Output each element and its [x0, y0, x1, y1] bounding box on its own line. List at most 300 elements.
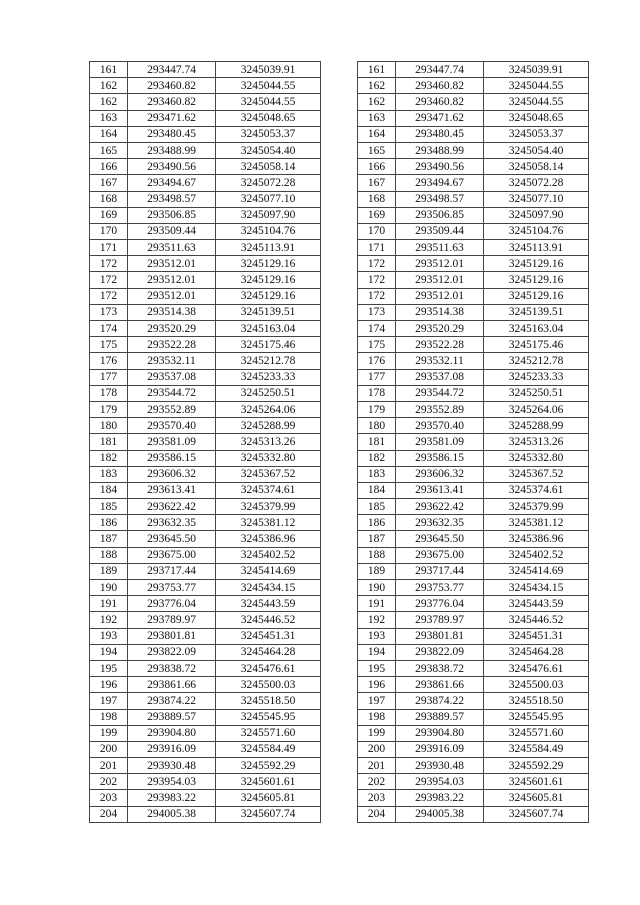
table-row [358, 466, 589, 482]
point-number-cell: 184 [90, 482, 128, 498]
x-coordinate-cell: 293645.50 [128, 531, 216, 547]
point-number-cell: 204 [90, 806, 128, 822]
table-row [90, 94, 321, 110]
y-coordinate-cell: 3245379.99 [216, 499, 321, 515]
y-coordinate-cell: 3245367.52 [484, 466, 589, 482]
table-row [90, 547, 321, 563]
point-number-cell: 196 [358, 677, 396, 693]
y-coordinate-cell: 3245500.03 [484, 677, 589, 693]
point-number-cell: 190 [90, 580, 128, 596]
table-row [90, 660, 321, 676]
table-row [90, 207, 321, 223]
y-coordinate-cell: 3245039.91 [216, 62, 321, 78]
table-row [358, 628, 589, 644]
x-coordinate-cell: 293480.45 [128, 126, 216, 142]
table-row [90, 644, 321, 660]
y-coordinate-cell: 3245264.06 [484, 401, 589, 417]
x-coordinate-cell: 293532.11 [128, 353, 216, 369]
y-coordinate-cell: 3245044.55 [484, 94, 589, 110]
point-number-cell: 168 [358, 191, 396, 207]
y-coordinate-cell: 3245097.90 [484, 207, 589, 223]
x-coordinate-cell: 293511.63 [128, 240, 216, 256]
point-number-cell: 169 [358, 207, 396, 223]
y-coordinate-cell: 3245212.78 [216, 353, 321, 369]
point-number-cell: 188 [90, 547, 128, 563]
x-coordinate-cell: 293789.97 [396, 612, 484, 628]
table-row [90, 612, 321, 628]
point-number-cell: 193 [358, 628, 396, 644]
point-number-cell: 188 [358, 547, 396, 563]
table-row [358, 401, 589, 417]
table-row [358, 175, 589, 191]
point-number-cell: 180 [90, 418, 128, 434]
y-coordinate-cell: 3245500.03 [216, 677, 321, 693]
x-coordinate-cell: 293512.01 [128, 256, 216, 272]
point-number-cell: 185 [90, 499, 128, 515]
point-number-cell: 181 [358, 434, 396, 450]
x-coordinate-cell: 293622.42 [128, 499, 216, 515]
y-coordinate-cell: 3245451.31 [216, 628, 321, 644]
point-number-cell: 187 [90, 531, 128, 547]
point-number-cell: 162 [90, 78, 128, 94]
table-row [358, 126, 589, 142]
table-row [358, 369, 589, 385]
point-number-cell: 202 [90, 774, 128, 790]
x-coordinate-cell: 293544.72 [396, 385, 484, 401]
table-row [90, 531, 321, 547]
y-coordinate-cell: 3245129.16 [216, 256, 321, 272]
point-number-cell: 166 [90, 159, 128, 175]
point-number-cell: 200 [358, 741, 396, 757]
y-coordinate-cell: 3245379.99 [484, 499, 589, 515]
y-coordinate-cell: 3245414.69 [216, 563, 321, 579]
y-coordinate-cell: 3245129.16 [216, 272, 321, 288]
point-number-cell: 173 [358, 304, 396, 320]
x-coordinate-cell: 293460.82 [396, 94, 484, 110]
table-row [358, 596, 589, 612]
table-row [90, 741, 321, 757]
x-coordinate-cell: 294005.38 [128, 806, 216, 822]
y-coordinate-cell: 3245434.15 [216, 580, 321, 596]
point-number-cell: 181 [90, 434, 128, 450]
point-number-cell: 197 [90, 693, 128, 709]
y-coordinate-cell: 3245163.04 [216, 321, 321, 337]
point-number-cell: 204 [358, 806, 396, 822]
x-coordinate-cell: 293954.03 [128, 774, 216, 790]
y-coordinate-cell: 3245058.14 [484, 159, 589, 175]
table-row [358, 110, 589, 126]
x-coordinate-cell: 293511.63 [396, 240, 484, 256]
y-coordinate-cell: 3245584.49 [484, 741, 589, 757]
y-coordinate-cell: 3245104.76 [484, 223, 589, 239]
point-number-cell: 177 [358, 369, 396, 385]
y-coordinate-cell: 3245414.69 [484, 563, 589, 579]
point-number-cell: 162 [90, 94, 128, 110]
point-number-cell: 197 [358, 693, 396, 709]
point-number-cell: 201 [90, 758, 128, 774]
point-number-cell: 162 [358, 78, 396, 94]
point-number-cell: 196 [90, 677, 128, 693]
table-row [90, 806, 321, 822]
point-number-cell: 199 [90, 725, 128, 741]
table-row [90, 515, 321, 531]
x-coordinate-cell: 293861.66 [128, 677, 216, 693]
y-coordinate-cell: 3245058.14 [216, 159, 321, 175]
table-row [90, 499, 321, 515]
x-coordinate-cell: 293512.01 [396, 288, 484, 304]
coordinate-table-left [89, 61, 321, 823]
point-number-cell: 172 [90, 288, 128, 304]
point-number-cell: 171 [90, 240, 128, 256]
point-number-cell: 183 [90, 466, 128, 482]
y-coordinate-cell: 3245476.61 [484, 660, 589, 676]
y-coordinate-cell: 3245446.52 [216, 612, 321, 628]
y-coordinate-cell: 3245605.81 [216, 790, 321, 806]
y-coordinate-cell: 3245313.26 [484, 434, 589, 450]
table-row [358, 580, 589, 596]
x-coordinate-cell: 293874.22 [128, 693, 216, 709]
table-row [90, 790, 321, 806]
y-coordinate-cell: 3245592.29 [216, 758, 321, 774]
table-row [90, 385, 321, 401]
x-coordinate-cell: 293954.03 [396, 774, 484, 790]
y-coordinate-cell: 3245367.52 [216, 466, 321, 482]
point-number-cell: 164 [90, 126, 128, 142]
point-number-cell: 202 [358, 774, 396, 790]
point-number-cell: 184 [358, 482, 396, 498]
y-coordinate-cell: 3245139.51 [484, 304, 589, 320]
x-coordinate-cell: 293512.01 [128, 272, 216, 288]
x-coordinate-cell: 293717.44 [396, 563, 484, 579]
y-coordinate-cell: 3245077.10 [216, 191, 321, 207]
table-row [90, 159, 321, 175]
point-number-cell: 163 [90, 110, 128, 126]
coordinate-table-right [357, 61, 589, 823]
y-coordinate-cell: 3245250.51 [216, 385, 321, 401]
x-coordinate-cell: 293645.50 [396, 531, 484, 547]
point-number-cell: 182 [90, 450, 128, 466]
y-coordinate-cell: 3245048.65 [484, 110, 589, 126]
x-coordinate-cell: 293460.82 [128, 94, 216, 110]
x-coordinate-cell: 293613.41 [396, 482, 484, 498]
point-number-cell: 201 [358, 758, 396, 774]
table-row [90, 628, 321, 644]
x-coordinate-cell: 293675.00 [128, 547, 216, 563]
x-coordinate-cell: 293552.89 [128, 401, 216, 417]
x-coordinate-cell: 293570.40 [128, 418, 216, 434]
point-number-cell: 172 [358, 272, 396, 288]
table-row [90, 304, 321, 320]
point-number-cell: 175 [358, 337, 396, 353]
y-coordinate-cell: 3245175.46 [484, 337, 589, 353]
y-coordinate-cell: 3245072.28 [216, 175, 321, 191]
x-coordinate-cell: 293506.85 [396, 207, 484, 223]
table-row [90, 353, 321, 369]
x-coordinate-cell: 293801.81 [128, 628, 216, 644]
y-coordinate-cell: 3245044.55 [484, 78, 589, 94]
table-row [358, 531, 589, 547]
y-coordinate-cell: 3245443.59 [484, 596, 589, 612]
point-number-cell: 193 [90, 628, 128, 644]
point-number-cell: 165 [90, 142, 128, 158]
point-number-cell: 168 [90, 191, 128, 207]
x-coordinate-cell: 293460.82 [396, 78, 484, 94]
point-number-cell: 178 [358, 385, 396, 401]
x-coordinate-cell: 293520.29 [128, 321, 216, 337]
point-number-cell: 170 [90, 223, 128, 239]
y-coordinate-cell: 3245044.55 [216, 94, 321, 110]
point-number-cell: 203 [358, 790, 396, 806]
x-coordinate-cell: 293822.09 [396, 644, 484, 660]
table-row [358, 207, 589, 223]
x-coordinate-cell: 293471.62 [396, 110, 484, 126]
point-number-cell: 186 [358, 515, 396, 531]
y-coordinate-cell: 3245605.81 [484, 790, 589, 806]
y-coordinate-cell: 3245054.40 [216, 142, 321, 158]
table-row [358, 450, 589, 466]
x-coordinate-cell: 293552.89 [396, 401, 484, 417]
y-coordinate-cell: 3245332.80 [216, 450, 321, 466]
table-row [358, 563, 589, 579]
y-coordinate-cell: 3245288.99 [216, 418, 321, 434]
point-number-cell: 191 [358, 596, 396, 612]
y-coordinate-cell: 3245129.16 [216, 288, 321, 304]
table-row [358, 482, 589, 498]
table-row [90, 401, 321, 417]
point-number-cell: 180 [358, 418, 396, 434]
y-coordinate-cell: 3245288.99 [484, 418, 589, 434]
point-number-cell: 174 [90, 321, 128, 337]
y-coordinate-cell: 3245443.59 [216, 596, 321, 612]
table-row [90, 78, 321, 94]
x-coordinate-cell: 293537.08 [128, 369, 216, 385]
point-number-cell: 177 [90, 369, 128, 385]
y-coordinate-cell: 3245386.96 [484, 531, 589, 547]
table-row [90, 450, 321, 466]
table-row [358, 78, 589, 94]
y-coordinate-cell: 3245381.12 [216, 515, 321, 531]
point-number-cell: 176 [358, 353, 396, 369]
table-row [358, 806, 589, 822]
x-coordinate-cell: 293460.82 [128, 78, 216, 94]
x-coordinate-cell: 293586.15 [128, 450, 216, 466]
x-coordinate-cell: 293586.15 [396, 450, 484, 466]
table-row [358, 385, 589, 401]
y-coordinate-cell: 3245264.06 [216, 401, 321, 417]
y-coordinate-cell: 3245601.61 [484, 774, 589, 790]
x-coordinate-cell: 293717.44 [128, 563, 216, 579]
table-row [90, 175, 321, 191]
y-coordinate-cell: 3245313.26 [216, 434, 321, 450]
x-coordinate-cell: 293509.44 [396, 223, 484, 239]
x-coordinate-cell: 293606.32 [128, 466, 216, 482]
point-number-cell: 179 [358, 401, 396, 417]
y-coordinate-cell: 3245053.37 [216, 126, 321, 142]
x-coordinate-cell: 293581.09 [396, 434, 484, 450]
table-row [90, 272, 321, 288]
point-number-cell: 170 [358, 223, 396, 239]
x-coordinate-cell: 293632.35 [396, 515, 484, 531]
x-coordinate-cell: 293447.74 [396, 62, 484, 78]
table-row [358, 240, 589, 256]
table-row [90, 563, 321, 579]
point-number-cell: 165 [358, 142, 396, 158]
point-number-cell: 171 [358, 240, 396, 256]
y-coordinate-cell: 3245053.37 [484, 126, 589, 142]
point-number-cell: 183 [358, 466, 396, 482]
y-coordinate-cell: 3245129.16 [484, 272, 589, 288]
point-number-cell: 179 [90, 401, 128, 417]
point-number-cell: 164 [358, 126, 396, 142]
x-coordinate-cell: 293532.11 [396, 353, 484, 369]
table-row [358, 62, 589, 78]
table-row [90, 191, 321, 207]
table-row [358, 693, 589, 709]
x-coordinate-cell: 293488.99 [396, 142, 484, 158]
y-coordinate-cell: 3245113.91 [216, 240, 321, 256]
x-coordinate-cell: 293490.56 [396, 159, 484, 175]
table-row [358, 709, 589, 725]
table-row [90, 434, 321, 450]
point-number-cell: 161 [90, 62, 128, 78]
x-coordinate-cell: 294005.38 [396, 806, 484, 822]
y-coordinate-cell: 3245402.52 [216, 547, 321, 563]
x-coordinate-cell: 293632.35 [128, 515, 216, 531]
y-coordinate-cell: 3245129.16 [484, 288, 589, 304]
table-row [358, 434, 589, 450]
x-coordinate-cell: 293498.57 [128, 191, 216, 207]
x-coordinate-cell: 293581.09 [128, 434, 216, 450]
y-coordinate-cell: 3245446.52 [484, 612, 589, 628]
x-coordinate-cell: 293512.01 [128, 288, 216, 304]
table-row [358, 725, 589, 741]
x-coordinate-cell: 293983.22 [128, 790, 216, 806]
point-number-cell: 189 [90, 563, 128, 579]
table-row [90, 693, 321, 709]
x-coordinate-cell: 293480.45 [396, 126, 484, 142]
x-coordinate-cell: 293930.48 [396, 758, 484, 774]
point-number-cell: 195 [90, 660, 128, 676]
y-coordinate-cell: 3245054.40 [484, 142, 589, 158]
point-number-cell: 203 [90, 790, 128, 806]
x-coordinate-cell: 293447.74 [128, 62, 216, 78]
y-coordinate-cell: 3245374.61 [484, 482, 589, 498]
x-coordinate-cell: 293983.22 [396, 790, 484, 806]
x-coordinate-cell: 293776.04 [128, 596, 216, 612]
y-coordinate-cell: 3245129.16 [484, 256, 589, 272]
table-row [358, 677, 589, 693]
x-coordinate-cell: 293916.09 [128, 741, 216, 757]
table-row [90, 466, 321, 482]
table-row [90, 758, 321, 774]
y-coordinate-cell: 3245545.95 [216, 709, 321, 725]
x-coordinate-cell: 293509.44 [128, 223, 216, 239]
table-row [90, 709, 321, 725]
x-coordinate-cell: 293904.80 [128, 725, 216, 741]
y-coordinate-cell: 3245451.31 [484, 628, 589, 644]
y-coordinate-cell: 3245332.80 [484, 450, 589, 466]
table-row [358, 191, 589, 207]
x-coordinate-cell: 293512.01 [396, 272, 484, 288]
point-number-cell: 187 [358, 531, 396, 547]
y-coordinate-cell: 3245072.28 [484, 175, 589, 191]
y-coordinate-cell: 3245139.51 [216, 304, 321, 320]
point-number-cell: 191 [90, 596, 128, 612]
x-coordinate-cell: 293506.85 [128, 207, 216, 223]
y-coordinate-cell: 3245233.33 [484, 369, 589, 385]
point-number-cell: 169 [90, 207, 128, 223]
point-number-cell: 199 [358, 725, 396, 741]
y-coordinate-cell: 3245250.51 [484, 385, 589, 401]
table-row [90, 369, 321, 385]
x-coordinate-cell: 293776.04 [396, 596, 484, 612]
y-coordinate-cell: 3245571.60 [484, 725, 589, 741]
table-row [358, 515, 589, 531]
table-row [90, 321, 321, 337]
x-coordinate-cell: 293889.57 [128, 709, 216, 725]
x-coordinate-cell: 293874.22 [396, 693, 484, 709]
table-row [358, 790, 589, 806]
x-coordinate-cell: 293916.09 [396, 741, 484, 757]
table-row [90, 580, 321, 596]
y-coordinate-cell: 3245607.74 [484, 806, 589, 822]
point-number-cell: 198 [358, 709, 396, 725]
y-coordinate-cell: 3245175.46 [216, 337, 321, 353]
x-coordinate-cell: 293801.81 [396, 628, 484, 644]
y-coordinate-cell: 3245233.33 [216, 369, 321, 385]
x-coordinate-cell: 293753.77 [128, 580, 216, 596]
table-row [358, 660, 589, 676]
point-number-cell: 200 [90, 741, 128, 757]
y-coordinate-cell: 3245464.28 [484, 644, 589, 660]
table-row [358, 499, 589, 515]
point-number-cell: 175 [90, 337, 128, 353]
table-row [358, 142, 589, 158]
y-coordinate-cell: 3245077.10 [484, 191, 589, 207]
point-number-cell: 198 [90, 709, 128, 725]
table-row [90, 240, 321, 256]
point-number-cell: 161 [358, 62, 396, 78]
point-number-cell: 166 [358, 159, 396, 175]
table-row [358, 337, 589, 353]
x-coordinate-cell: 293471.62 [128, 110, 216, 126]
x-coordinate-cell: 293822.09 [128, 644, 216, 660]
table-row [358, 304, 589, 320]
x-coordinate-cell: 293838.72 [396, 660, 484, 676]
y-coordinate-cell: 3245434.15 [484, 580, 589, 596]
x-coordinate-cell: 293861.66 [396, 677, 484, 693]
x-coordinate-cell: 293606.32 [396, 466, 484, 482]
x-coordinate-cell: 293613.41 [128, 482, 216, 498]
table-row [90, 223, 321, 239]
table-row [358, 94, 589, 110]
point-number-cell: 194 [358, 644, 396, 660]
table-row [358, 741, 589, 757]
y-coordinate-cell: 3245584.49 [216, 741, 321, 757]
table-row [358, 547, 589, 563]
x-coordinate-cell: 293570.40 [396, 418, 484, 434]
table-row [358, 288, 589, 304]
table-row [90, 110, 321, 126]
y-coordinate-cell: 3245386.96 [216, 531, 321, 547]
y-coordinate-cell: 3245381.12 [484, 515, 589, 531]
point-number-cell: 172 [358, 256, 396, 272]
table-row [358, 223, 589, 239]
y-coordinate-cell: 3245476.61 [216, 660, 321, 676]
y-coordinate-cell: 3245571.60 [216, 725, 321, 741]
y-coordinate-cell: 3245518.50 [216, 693, 321, 709]
point-number-cell: 172 [90, 272, 128, 288]
